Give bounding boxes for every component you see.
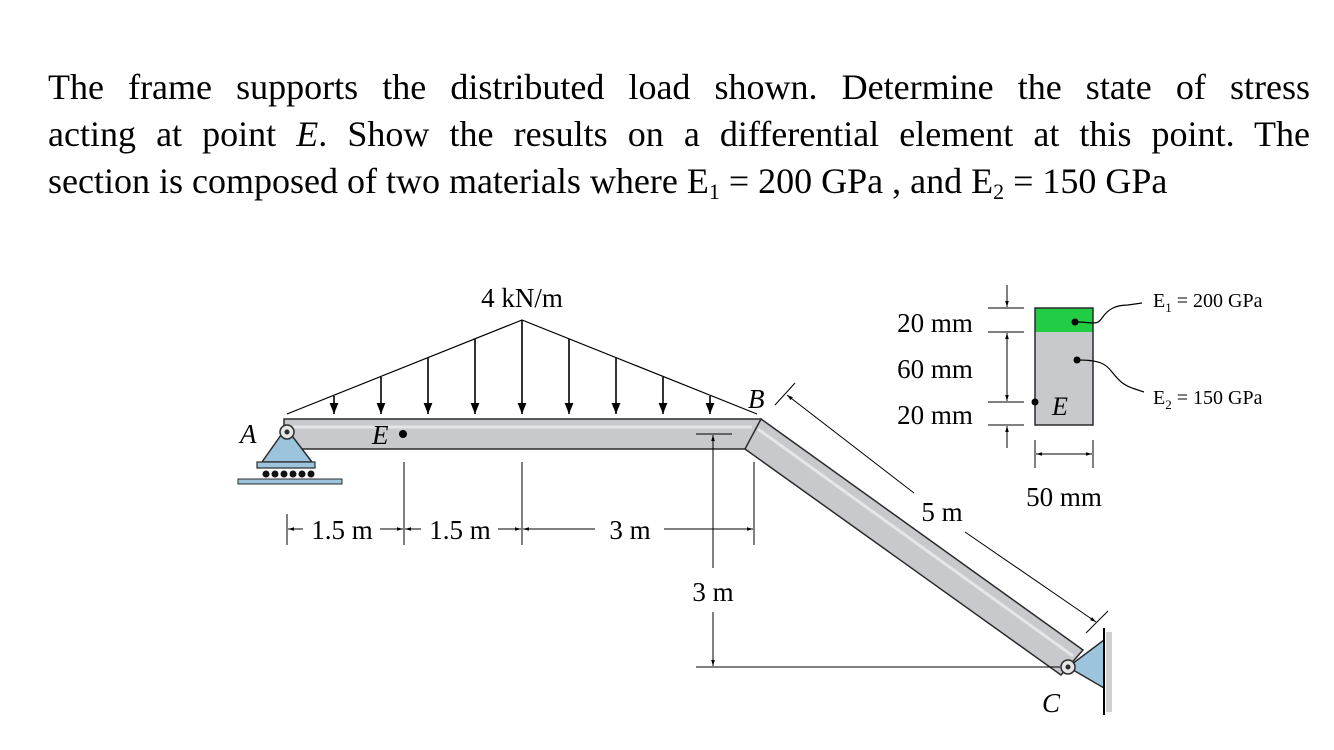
dim-label-5m: 5 m [921,497,963,527]
horizontal-member-ab [284,419,765,449]
roller [308,471,315,478]
roller [272,471,279,478]
dim-label-3m-vertical: 3 m [692,577,734,607]
point-e-reference: E [296,114,319,154]
label-point-a: A [240,419,257,449]
label-point-e: E [372,420,389,450]
material-2-symbol: E [1153,387,1166,409]
material-1-value: = 200 GPa [1171,290,1263,312]
problem-line-3-start: section is composed of two materials where E [48,161,709,201]
dim-label-1-5m-first: 1.5 m [311,515,373,545]
problem-line-3-mid: = 200 GPa , and E [719,161,994,201]
roller [281,471,288,478]
roller [263,471,270,478]
material-1-subscript: 1 [1165,300,1172,315]
extension-line [775,383,795,405]
problem-line-2-end: . Show the results on a differential element at this point. The [318,114,1310,154]
pin-c-center [1066,665,1071,670]
section-width-dimension [1035,440,1093,468]
section-label-e: E [1052,392,1068,421]
section-dim-top: 20 mm [897,308,973,338]
problem-line-1: The frame supports the distributed load shown. Determine the state of stress [48,67,1310,107]
material-1-symbol: E [1153,290,1166,312]
section-point-e-marker [1032,399,1039,406]
section-dim-bottom: 20 mm [897,400,973,430]
section-dim-width: 50 mm [1026,482,1102,512]
label-point-b: B [748,384,765,414]
problem-line-2-start: acting at point [48,114,297,154]
material-1-label [1153,290,1263,315]
point-e-marker [399,430,407,438]
material-1-region [1035,308,1093,332]
support-a-ground [238,479,342,484]
label-point-c: C [1042,688,1061,718]
load-arrows [334,320,710,414]
dim-label-1-5m-second: 1.5 m [429,515,491,545]
roller [299,471,306,478]
problem-line-3-end: = 150 GPa [1004,161,1168,201]
member-highlight [758,429,1073,656]
material-2-label [1153,387,1263,412]
support-a-plate [257,462,315,468]
support-a-rollers [263,471,315,478]
material-2-subscript: 2 [1165,397,1172,412]
roller [290,471,297,478]
dim-label-3m-horizontal: 3 m [609,515,651,545]
load-intensity-label: 4 kN/m [481,283,563,313]
pin-a-center [285,430,290,435]
cross-section [1032,308,1094,425]
section-vertical-dimensions [988,285,1024,448]
section-dim-middle: 60 mm [897,354,973,384]
material1-subscript: 1 [708,179,720,204]
material2-subscript: 2 [993,179,1005,204]
material-2-value: = 150 GPa [1171,387,1263,409]
